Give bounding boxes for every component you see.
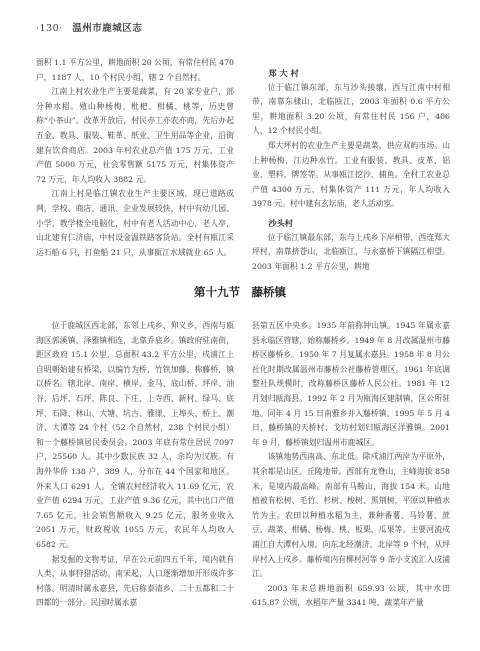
top-left-column: [36, 56, 234, 260]
bottom-left-column: [36, 319, 234, 611]
village-heading: 郑 大 村: [268, 68, 299, 78]
page-number: ·130·: [36, 23, 63, 34]
village-heading: 沙头村: [268, 217, 293, 228]
paragraph: 面积 1.1 平方公里，耕地面积 20 公顷，有常住村民 470 户，1187 人，10 个村民小组，辖 2 个自然村。: [36, 58, 234, 82]
top-right-column: [252, 66, 450, 274]
book-title: 温州市鹿城区志: [72, 23, 143, 34]
section-title: 第十九节 藤桥镇: [194, 285, 286, 299]
bottom-right-column: [252, 319, 450, 611]
paragraph: 位于临江镇东部，东与沙头接壤，西与江南中村相带，南靠东棣山，北临瓯江，2003 年面积 0.6 平方公里，耕地面积 3.20 公顷，有常住村民 156 户，406 人，12 个村民小组。: [252, 82, 450, 136]
page-header: [36, 20, 444, 34]
paragraph: 该镇地势西南高、东北低。除戍浦江两岸为平原外，其余都是山区、丘陵地带。西部有龙脊山，主峰海拔 858 米，是境内最高峰。南部有马鞍山，海拔 154 米。山地植被有松树、毛竹、杉树、梭树、黑荆树，平原以种植水竹为主。农田以种植水稻为主，兼种番薯、马铃薯、蔗豆、蔬菜、柑橘、杨梅、桃、板栗、瓜果等。主要河流戍浦江自大潭村入境，向东北经潮济、北岸等 9 个村，从坪岸村入上戍乡。藤桥境内有柳村河等 9 条小支流汇入戍浦江。: [252, 452, 450, 579]
paragraph: 位于鹿城区西北部，东邻上戍乡、仰义乡，西南与瓯海区郭溪镇、泽雅镇相连，北靠乔底乡。镇政府驻南街，距区政府 15.1 公里，总面积 43.2 平方公里，戍浦江上自明朝始建有桥梁，以编竹为桥，竹铁加藤，称藤桥，镇以桥名。辖北岸、南岸、横岸、金马、底山桥、坪岸、油谷、后坪、石坪、陈良、下庄、上寺西、新村、绿马、底坪、石降、林山、大塘、坑古、雅漾、上埠头、桥上、潮济、大潭等 24 个村（52 个自然村，238 个村民小组）和一个藤桥镇居民委员会。2003 年底有常住居民 7097 户，25560 人。其中少数民族 32 人，余均为汉族。有海外华侨 138 户，389 人，分布在 44 个国家和地区。外来人口 6291 人。全镇农村经济收入 11.69 亿元，农业产值 6294 万元，工业产值 9.36 亿元，其中出口产值 7.65 亿元，社会销售额收入 9.25 亿元，服务业收入 2051 万元，财政税收 1055 万元，农民年人均收入 6582 元。: [36, 321, 234, 549]
paragraph: 2003 年末总耕地面积 659.93 公顷，其中水田 615.87 公顷，水稻年产量 3341 吨，蔬菜年产量: [252, 583, 450, 608]
paragraph: 据发掘的文物考证，早在公元前四五千年，境内就有人类，从事狩猎活动。南宋起，人口逐渐增加开形成许多村落。明清时属永嘉县，先后称泰清乡、二十五都和二十四都的一部分。民国时属永嘉: [36, 554, 234, 608]
paragraph: 位于临江镇最东部，东与上戍乡下岸相带，西连郑大坪村，南靠挤苍山，北临瓯江，与永嘉桥下镇隔江相望。2003 年面积 1.2 平方公里，耕地: [252, 232, 450, 271]
paragraph: 郑大坪村的农业生产主要是蔬菜，供应双屿市场。山上种杨梅，江边种水竹。工业有服装、教具、皮革、铝业、塑料、牌签等。从事瓯江挖沙、捕鱼。全村工农业总产值 4300 万元，村集体资产 111 万元，年人均收入 3978 元。村中建有玄坛庙，老人活动室。: [252, 140, 450, 209]
paragraph: 县第五区中央乡。1935 年前称钟山镇。1945 年属永嘉县永临区管辖，始称藤桥乡。1949 年 8 月改属温州市藤桥区藤桥乡。1950 年 7 月复属永嘉县。1958 年 8 月公社化时期改属温州市藤桥公社藤桥管理区。1961 年底调整社队规模时，改称藤桥区藤桥人民公社。1981 年 12 月划归瓯海县。1992 年 2 月为瓯海区建制镇，区公所驻地。同年 4 月 15 日南雅乡并入藤桥镇。1995 年 5 月 4 日，藤桥镇的天桥村、戈坊村划归瓯海区洋雅镇。2001 年 9 月，藤桥镇划归温州市鹿城区。: [252, 321, 450, 447]
paragraph: 江南上村农业生产主要是蔬菜，有 20 家专业户，部分种水稻。殖山种杨梅、枇杷、柑橘、桃等，历史曾称“小茶山”。改革开放后，村民亦工亦农亦商，先后办起五金、教具、服装、鞋革、纸业、卫生用品等企业，沿街建有饮食商店。2003 年村农业总产值 175 万元，工业产值 5000 万元，社会零售额 5175 万元，村集体资产 72 万元，年人均收入 3882 元。: [36, 87, 234, 184]
paragraph: 江南上村是临江镇农业生产主要区域，现已道路成网，学校、商店、通讯、企业发展较快，村中有幼儿园、小学，教学楼全电脑化，村中有老人活动中心，老人亭，山北建有仁济庙，中村设金温铁路客货站。全村有瓯江采运石船 6 只，打鱼船 21 只，从事瓯江水域就业 65 人。: [36, 189, 234, 257]
